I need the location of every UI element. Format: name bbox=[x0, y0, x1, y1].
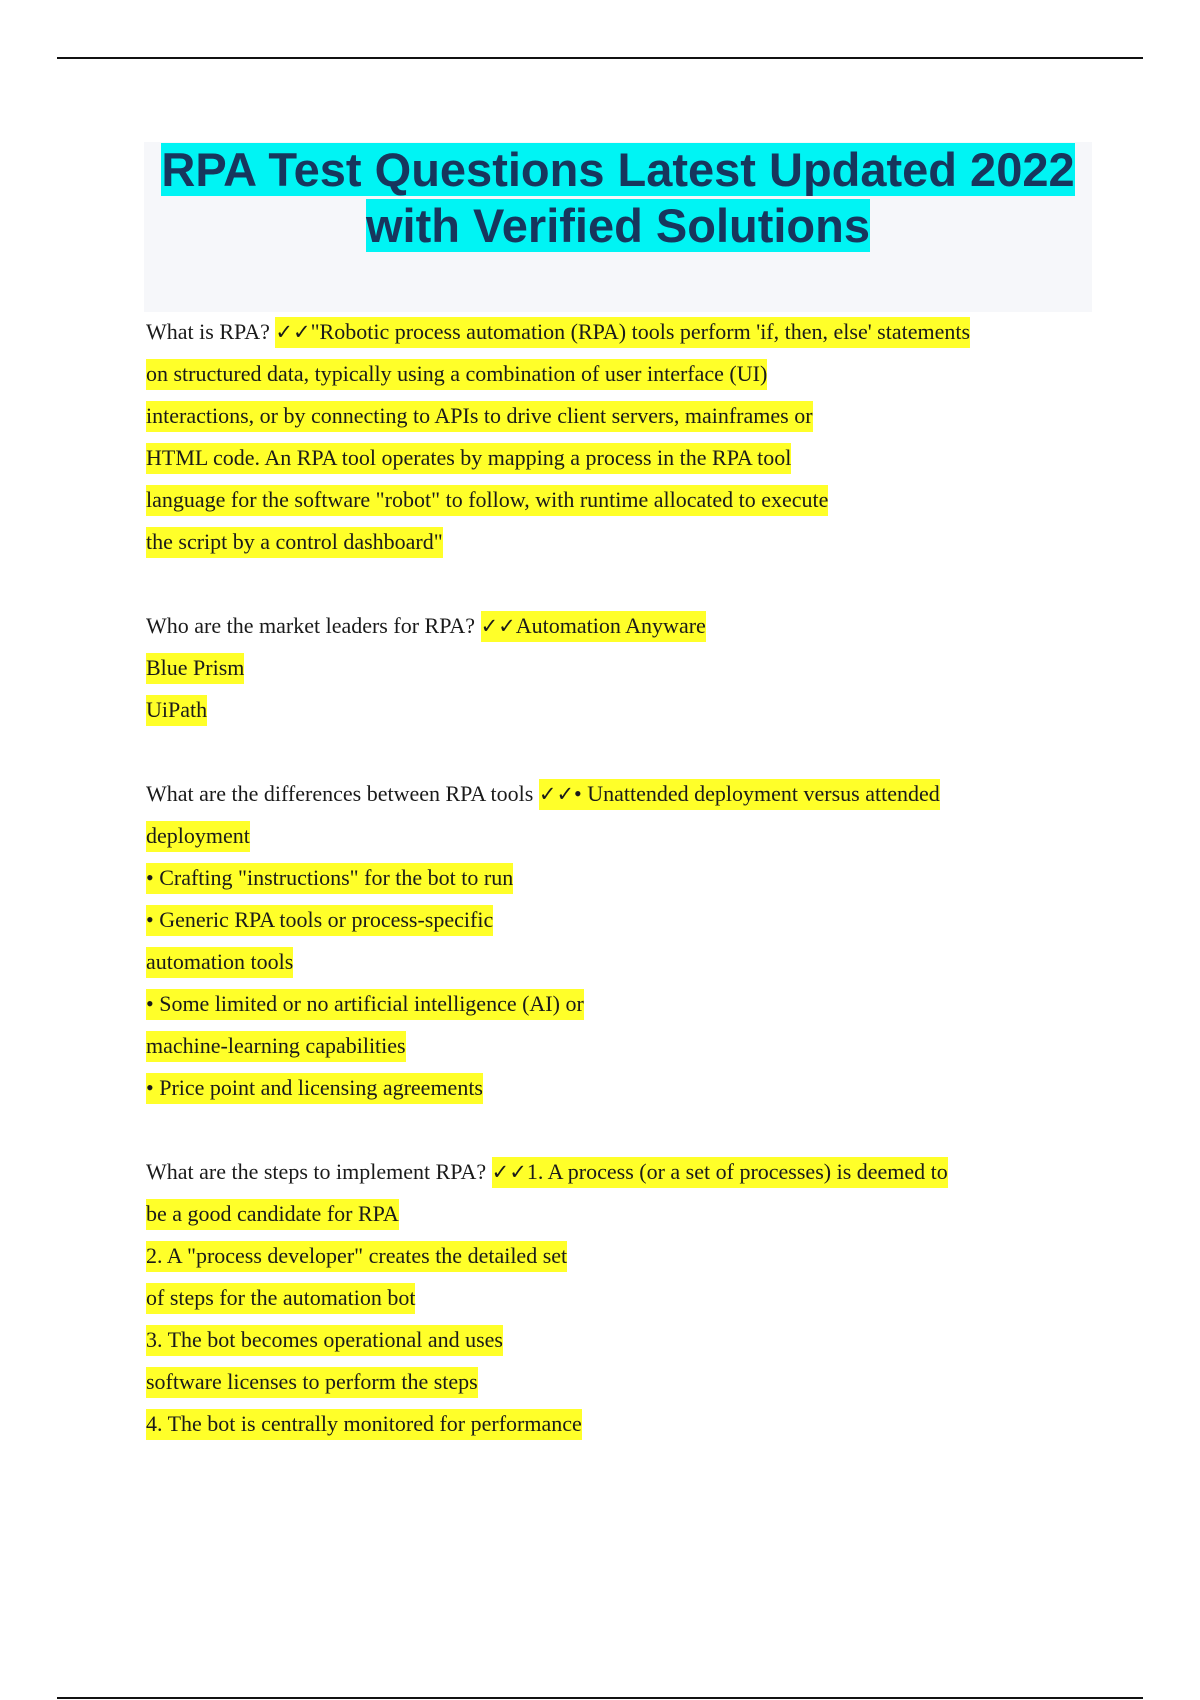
answer-line: Automation Anyware bbox=[515, 613, 706, 638]
answer-line: machine-learning capabilities bbox=[146, 1031, 406, 1062]
qa-item bbox=[146, 1151, 1106, 1445]
answer-row bbox=[146, 1193, 1106, 1235]
qa-item bbox=[146, 311, 1106, 563]
answer-line: automation tools bbox=[146, 947, 293, 978]
qa-first-line bbox=[146, 1151, 1106, 1193]
answer-line: "Robotic process automation (RPA) tools perform 'if, then, else' statements bbox=[310, 319, 971, 344]
answer-row bbox=[146, 1235, 1106, 1277]
check-mark-icon: ✓✓ bbox=[275, 320, 311, 344]
qa-item bbox=[146, 773, 1106, 1109]
answer-highlight bbox=[275, 317, 970, 348]
answer-line: • Unattended deployment versus attended bbox=[574, 781, 940, 806]
answer-line: 4. The bot is centrally monitored for performance bbox=[146, 1409, 582, 1440]
answer-line: 1. A process (or a set of processes) is deemed to bbox=[526, 1159, 948, 1184]
check-mark-icon: ✓✓ bbox=[480, 614, 516, 638]
answer-row bbox=[146, 1361, 1106, 1403]
answer-line: be a good candidate for RPA bbox=[146, 1199, 399, 1230]
answer-line: on structured data, typically using a combination of user interface (UI) bbox=[146, 359, 767, 390]
check-mark-icon: ✓✓ bbox=[538, 782, 575, 806]
qa-list bbox=[146, 311, 1106, 1445]
title-line-2: with Verified Solutions bbox=[366, 199, 870, 252]
answer-row bbox=[146, 1319, 1106, 1361]
answer-line: 2. A "process developer" creates the detailed set bbox=[146, 1241, 567, 1272]
qa-item bbox=[146, 605, 1106, 731]
check-mark-icon: ✓✓ bbox=[491, 1160, 527, 1184]
answer-row bbox=[146, 899, 1106, 941]
answer-row bbox=[146, 479, 1106, 521]
answer-line: interactions, or by connecting to APIs to drive client servers, mainframes or bbox=[146, 401, 813, 432]
answer-line: the script by a control dashboard" bbox=[146, 527, 443, 558]
answer-line: • Some limited or no artificial intelligence (AI) or bbox=[146, 989, 584, 1020]
header-rule bbox=[57, 57, 1143, 59]
answer-highlight bbox=[492, 1157, 948, 1188]
question-text: Who are the market leaders for RPA? bbox=[146, 613, 476, 638]
answer-row bbox=[146, 689, 1106, 731]
answer-line: • Generic RPA tools or process-specific bbox=[146, 905, 493, 936]
answer-row bbox=[146, 1403, 1106, 1445]
answer-row bbox=[146, 1025, 1106, 1067]
question-text: What are the differences between RPA tools bbox=[146, 781, 534, 806]
answer-line: Blue Prism bbox=[146, 653, 244, 684]
document-title bbox=[144, 142, 1092, 254]
answer-highlight bbox=[481, 611, 706, 642]
question-text: What is RPA? bbox=[146, 319, 270, 344]
answer-row bbox=[146, 983, 1106, 1025]
answer-row bbox=[146, 521, 1106, 563]
answer-line: of steps for the automation bot bbox=[146, 1283, 415, 1314]
answer-line: HTML code. An RPA tool operates by mapping a process in the RPA tool bbox=[146, 443, 791, 474]
qa-first-line bbox=[146, 311, 1106, 353]
answer-row bbox=[146, 395, 1106, 437]
answer-line: • Price point and licensing agreements bbox=[146, 1073, 483, 1104]
answer-row bbox=[146, 437, 1106, 479]
answer-row bbox=[146, 1277, 1106, 1319]
title-line-1: RPA Test Questions Latest Updated 2022 bbox=[161, 143, 1075, 196]
answer-line: 3. The bot becomes operational and uses bbox=[146, 1325, 503, 1356]
qa-first-line bbox=[146, 773, 1106, 815]
answer-row bbox=[146, 1067, 1106, 1109]
answer-line: UiPath bbox=[146, 695, 207, 726]
answer-highlight bbox=[539, 779, 940, 810]
question-text: What are the steps to implement RPA? bbox=[146, 1159, 487, 1184]
answer-line: language for the software "robot" to follow, with runtime allocated to execute bbox=[146, 485, 828, 516]
answer-line: software licenses to perform the steps bbox=[146, 1367, 478, 1398]
answer-row bbox=[146, 353, 1106, 395]
answer-row bbox=[146, 815, 1106, 857]
answer-line: deployment bbox=[146, 821, 250, 852]
qa-first-line bbox=[146, 605, 1106, 647]
answer-row bbox=[146, 857, 1106, 899]
answer-line: • Crafting "instructions" for the bot to run bbox=[146, 863, 513, 894]
answer-row bbox=[146, 941, 1106, 983]
footer-rule bbox=[57, 1697, 1143, 1699]
answer-row bbox=[146, 647, 1106, 689]
